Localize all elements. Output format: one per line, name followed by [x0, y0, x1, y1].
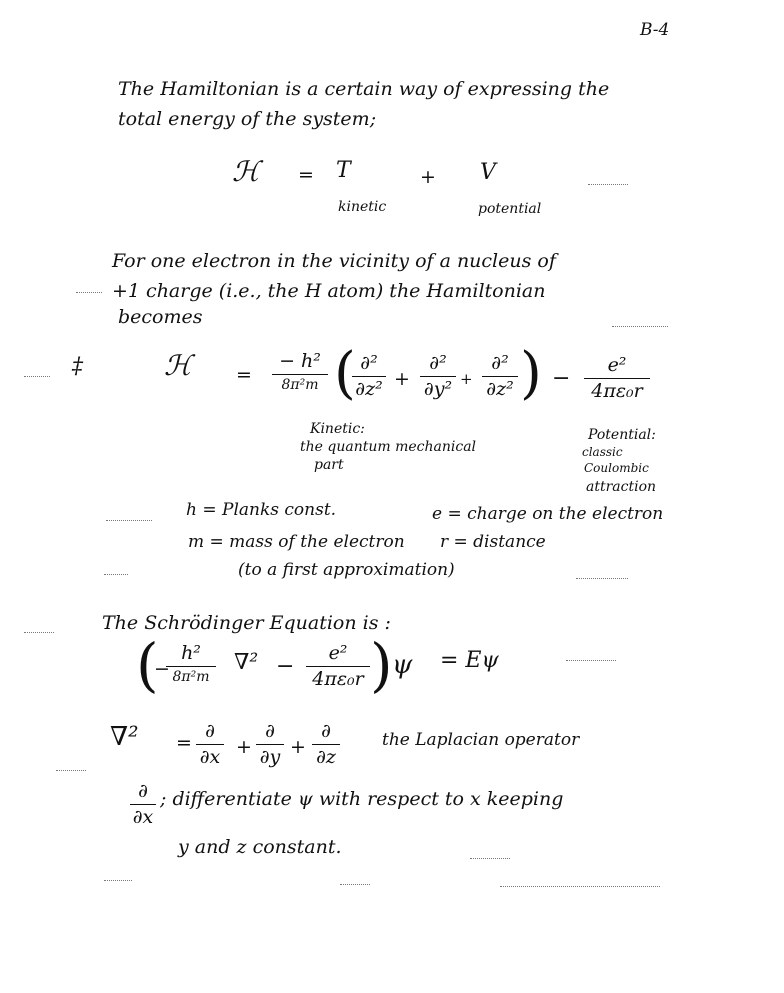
eq2-kinetic-label-3: part — [314, 457, 344, 473]
eq2-hamiltonian-symbol: ℋ — [164, 349, 192, 382]
para2-line-3: becomes — [118, 306, 203, 328]
eq2-d2dz2-b: ∂² ∂z² — [482, 354, 518, 399]
laplacian-plus-1: + — [236, 736, 252, 758]
eq2-kinetic-label-2: the quantum mechanical — [300, 439, 477, 455]
eq1-kinetic-label: kinetic — [338, 199, 387, 215]
eq1-potential-label: potential — [478, 201, 542, 217]
dotted-mark — [76, 292, 102, 293]
schrodinger-psi: ψ — [392, 650, 413, 680]
para2-line-1: For one electron in the vicinity of a nucleus of — [112, 250, 556, 272]
dotted-mark — [104, 880, 132, 881]
partial-note-line-2: y and z constant. — [178, 836, 342, 858]
dotted-mark — [566, 660, 616, 661]
laplacian-nabla: ∇² — [110, 722, 139, 752]
page-number: B-4 — [640, 20, 670, 40]
laplacian-label: the Laplacian operator — [382, 730, 580, 750]
eq2-minus: − — [552, 366, 571, 391]
eq2-potential-label-2: classic — [582, 445, 623, 459]
para2-line-2: +1 charge (i.e., the H atom) the Hamiltonian — [112, 280, 546, 302]
laplacian-plus-2: + — [290, 736, 306, 758]
def-e: e = charge on the electron — [432, 504, 664, 524]
dotted-mark — [106, 520, 152, 521]
schrodinger-coefficient: h² 8π²m — [166, 644, 216, 684]
eq2-left-paren: ( — [334, 341, 356, 406]
dotted-mark — [576, 578, 628, 579]
partial-d-dx: ∂ ∂x — [130, 782, 156, 827]
dotted-mark — [500, 886, 660, 887]
schrodinger-negative: − — [154, 658, 170, 680]
schrodinger-right-paren: ) — [370, 631, 393, 699]
dotted-mark — [470, 858, 510, 859]
laplacian-d-dz: ∂ ∂z — [312, 722, 340, 767]
eq2-coef-denominator: 8π²m — [281, 377, 319, 393]
partial-note-line-1: ; differentiate ψ with respect to x keeping — [160, 788, 564, 810]
schrodinger-nabla: ∇² — [234, 650, 259, 675]
dotted-mark — [104, 574, 128, 575]
eq2-marker: ‡ — [72, 354, 83, 379]
eq2-potential-label-4: attraction — [586, 479, 657, 495]
schrodinger-rhs: = Eψ — [440, 648, 499, 673]
eq2-d2dy2: ∂² ∂y² — [420, 354, 456, 399]
schrodinger-intro: The Schrödinger Equation is : — [102, 612, 391, 634]
dotted-mark — [340, 884, 370, 885]
eq2-equals: = — [236, 364, 252, 386]
eq2-potential-label-1: Potential: — [588, 427, 656, 443]
intro-line-2: total energy of the system; — [118, 108, 377, 130]
schrodinger-left-paren: ( — [136, 631, 159, 699]
eq1-hamiltonian-symbol: ℋ — [232, 155, 260, 188]
schrodinger-potential: e² 4πε₀r — [306, 644, 370, 689]
eq2-plus-2: + — [460, 370, 473, 388]
eq2-right-paren: ) — [520, 341, 542, 406]
dotted-mark — [588, 184, 628, 185]
dotted-mark — [24, 376, 50, 377]
dotted-mark — [612, 326, 668, 327]
eq2-potential-term: e² 4πε₀r — [584, 356, 650, 401]
laplacian-d-dy: ∂ ∂y — [256, 722, 284, 767]
eq2-potential-label-3: Coulombic — [584, 461, 649, 475]
eq1-equals: = — [298, 164, 314, 186]
eq1-kinetic-T: T — [336, 158, 351, 183]
schrodinger-minus: − — [276, 654, 295, 679]
def-m: m = mass of the electron — [188, 532, 405, 552]
laplacian-equals: = — [176, 732, 192, 754]
def-r: r = distance — [440, 532, 546, 552]
dotted-mark — [24, 632, 54, 633]
laplacian-d-dx: ∂ ∂x — [196, 722, 224, 767]
eq1-plus: + — [420, 166, 436, 188]
intro-line-1: The Hamiltonian is a certain way of expressing the — [118, 78, 610, 100]
dotted-mark — [56, 770, 86, 771]
def-approximation: (to a first approximation) — [238, 560, 455, 580]
eq2-d2dz2-a: ∂² ∂z² — [352, 354, 386, 399]
eq2-plus-1: + — [394, 368, 410, 390]
eq2-kinetic-label-1: Kinetic: — [310, 421, 365, 437]
eq2-coef-numerator: − h² — [279, 350, 321, 372]
def-h: h = Planks const. — [186, 500, 337, 520]
eq2-coefficient — [272, 352, 328, 392]
eq1-potential-V: V — [480, 160, 496, 185]
